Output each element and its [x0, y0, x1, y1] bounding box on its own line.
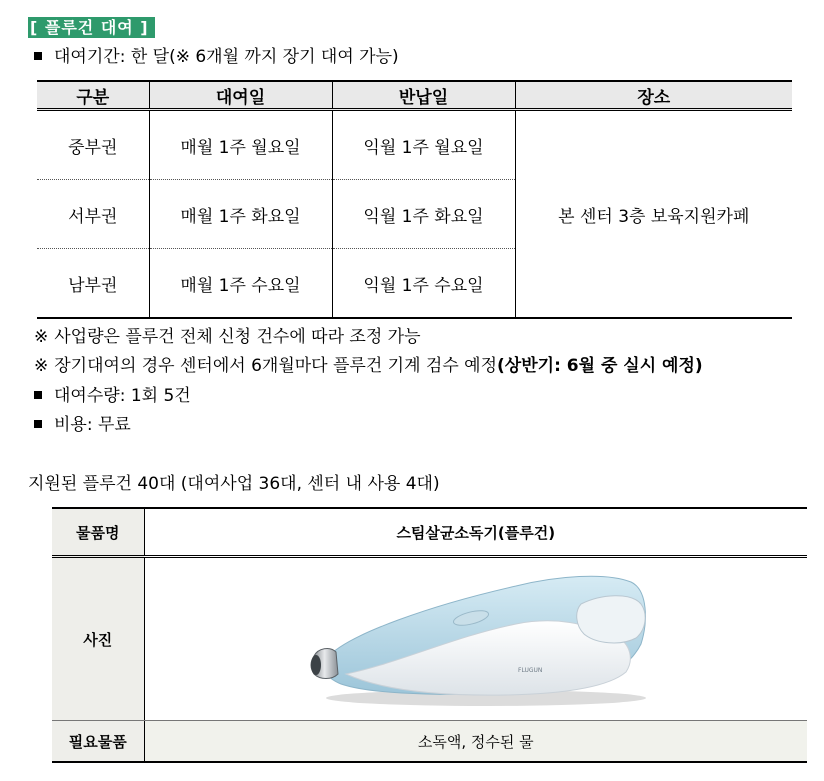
place-cell: 본 센터 3층 보육지원카페: [515, 110, 792, 319]
reference-mark: ※: [34, 356, 49, 376]
note-emphasis: (상반기: 6월 중 실시 예정): [497, 356, 703, 376]
region-cell: 중부권: [37, 110, 149, 180]
schedule-table: [37, 80, 792, 319]
header-region: 구분: [37, 81, 149, 110]
header-place: 장소: [515, 81, 792, 110]
note-line-2: [28, 353, 703, 379]
rent-day-cell: 매월 1주 수요일: [149, 249, 332, 319]
quantity-line: [28, 383, 191, 409]
steam-sterilizer-image: [286, 564, 666, 714]
note-text-2: 장기대여의 경우 센터에서 6개월마다 플루건 기계 검수 예정: [54, 356, 498, 376]
product-table: [52, 507, 807, 763]
region-cell: 서부권: [37, 180, 149, 249]
square-bullet-icon: [34, 420, 42, 428]
quantity-text: 대여수량: 1회 5건: [54, 386, 191, 406]
items-text-2: 지원된 플루건 40대 (대여사업 36대, 센터 내 사용 4대): [28, 474, 440, 494]
table-row: [52, 721, 807, 763]
header-rent-day: 대여일: [149, 81, 332, 110]
return-day-cell: 익월 1주 화요일: [332, 180, 515, 249]
rent-day-cell: 매월 1주 월요일: [149, 110, 332, 180]
rental-period-text: 대여기간: 한 달(※ 6개월 까지 장기 대여 가능): [54, 47, 399, 67]
note-text-1: 사업량은 플루건 전체 신청 건수에 따라 조정 가능: [54, 327, 421, 347]
label-required-items: 필요물품: [52, 721, 144, 763]
table-row: [52, 557, 807, 721]
cost-text: 비용: 무료: [54, 415, 131, 435]
schedule-header-row: [37, 81, 792, 110]
table-row: [37, 110, 792, 180]
rental-period-line: [28, 44, 399, 70]
items-line-1: [28, 441, 824, 467]
return-day-cell: 익월 1주 월요일: [332, 110, 515, 180]
svg-text:FLUGUN: FLUGUN: [517, 667, 543, 674]
rent-day-cell: 매월 1주 화요일: [149, 180, 332, 249]
return-day-cell: 익월 1주 수요일: [332, 249, 515, 319]
header-return-day: 반납일: [332, 81, 515, 110]
square-bullet-icon: [34, 391, 42, 399]
label-photo: 사진: [52, 557, 144, 721]
required-items: 소독액, 정수된 물: [144, 721, 807, 763]
device-tank: [576, 596, 644, 643]
square-bullet-icon: [34, 52, 42, 60]
reference-mark: ※: [34, 327, 49, 347]
cost-line: [28, 412, 131, 438]
note-line-1: [28, 324, 421, 350]
product-photo-cell: [144, 557, 807, 721]
region-cell: 남부권: [37, 249, 149, 319]
product-name: 스팀살균소독기(플루건): [144, 508, 807, 557]
table-row: [52, 508, 807, 557]
label-product-name: 물품명: [52, 508, 144, 557]
section-title: [ 플루건 대여 ]: [28, 17, 155, 38]
